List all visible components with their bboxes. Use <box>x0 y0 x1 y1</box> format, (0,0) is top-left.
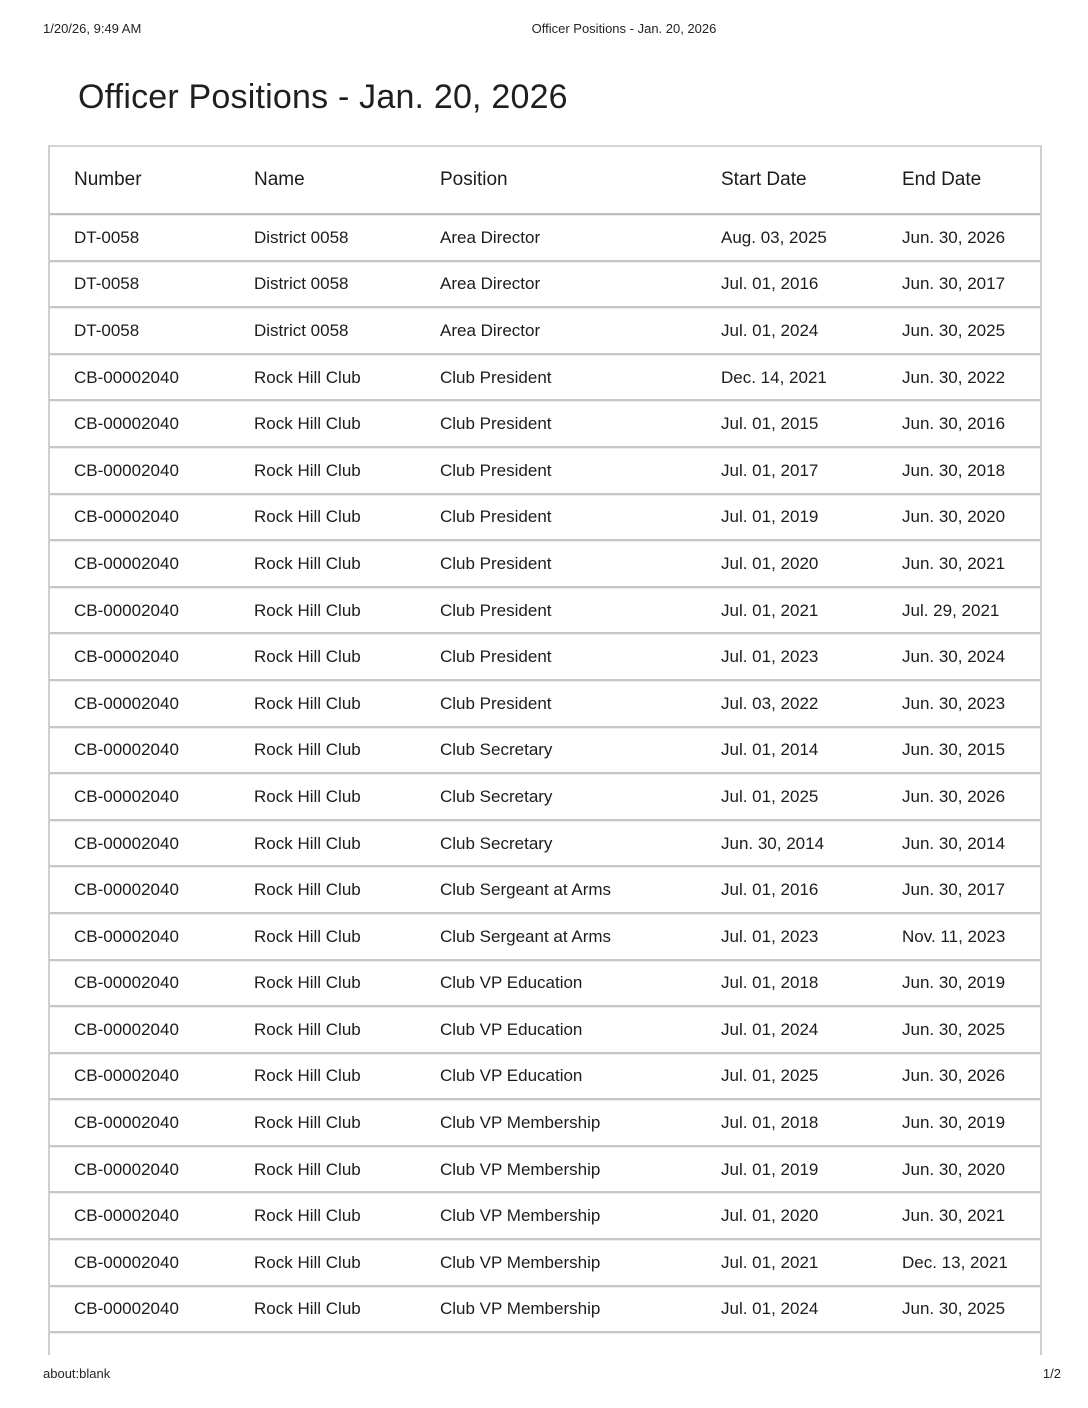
cell-name: District 0058 <box>254 308 440 355</box>
table-row <box>50 914 1040 961</box>
table-row <box>50 1054 1040 1101</box>
table-row <box>50 588 1040 635</box>
cell-end-date: Jun. 30, 2024 <box>902 634 1040 681</box>
cell-start-date: Jul. 03, 2022 <box>721 681 902 728</box>
cell-number: CB-00002040 <box>50 495 254 542</box>
cell-start-date: Jul. 01, 2017 <box>721 448 902 495</box>
cell-start-date: Jul. 01, 2021 <box>721 588 902 635</box>
cell-number: DT-0058 <box>50 262 254 309</box>
cell-position: Club Secretary <box>440 774 721 821</box>
print-header-datetime: 1/20/26, 9:49 AM <box>43 21 142 36</box>
cell-position: Club Sergeant at Arms <box>440 914 721 961</box>
cell-start-date: Jul. 01, 2024 <box>721 308 902 355</box>
cell-name: Rock Hill Club <box>254 634 440 681</box>
cell-end-date: Jun. 30, 2014 <box>902 821 1040 868</box>
cell-name: Rock Hill Club <box>254 681 440 728</box>
table-row <box>50 448 1040 495</box>
table-row <box>50 1100 1040 1147</box>
table-row <box>50 495 1040 542</box>
cell-position: Club President <box>440 495 721 542</box>
column-header-start-date: Start Date <box>721 147 902 215</box>
cell-end-date: Jun. 30, 2025 <box>902 1007 1040 1054</box>
cell-start-date: Jul. 01, 2016 <box>721 262 902 309</box>
table-row <box>50 681 1040 728</box>
cell-name: Rock Hill Club <box>254 448 440 495</box>
table-row <box>50 1147 1040 1194</box>
cell-start-date: Jul. 01, 2025 <box>721 1054 902 1101</box>
cell-number: CB-00002040 <box>50 867 254 914</box>
cell-start-date: Dec. 14, 2021 <box>721 355 902 402</box>
cell-position: Club VP Membership <box>440 1287 721 1334</box>
table-row <box>50 1007 1040 1054</box>
cell-position: Club VP Membership <box>440 1240 721 1287</box>
cell-number: CB-00002040 <box>50 774 254 821</box>
print-header-doc-title: Officer Positions - Jan. 20, 2026 <box>531 21 717 36</box>
cell-name: Rock Hill Club <box>254 867 440 914</box>
cell-name: Rock Hill Club <box>254 1007 440 1054</box>
table-header-row <box>50 147 1040 215</box>
cell-name: Rock Hill Club <box>254 728 440 775</box>
cell-position: Club President <box>440 541 721 588</box>
cell-start-date: Jul. 01, 2016 <box>721 867 902 914</box>
cell-end-date: Jun. 30, 2021 <box>902 1193 1040 1240</box>
cell-position: Club VP Education <box>440 1007 721 1054</box>
table-row <box>50 541 1040 588</box>
column-header-name: Name <box>254 147 440 215</box>
table-row <box>50 728 1040 775</box>
table-row <box>50 1240 1040 1287</box>
cell-start-date: Jul. 01, 2018 <box>721 961 902 1008</box>
cell-number: CB-00002040 <box>50 401 254 448</box>
cell-number: CB-00002040 <box>50 728 254 775</box>
cell-end-date: Jul. 29, 2021 <box>902 588 1040 635</box>
cell-start-date: Jul. 01, 2015 <box>721 401 902 448</box>
cell-name: Rock Hill Club <box>254 1100 440 1147</box>
cell-name: Rock Hill Club <box>254 401 440 448</box>
cell-number: CB-00002040 <box>50 1287 254 1334</box>
table-row <box>50 774 1040 821</box>
print-footer-page-indicator: 1/2 <box>1042 1366 1061 1381</box>
cell-number: CB-00002040 <box>50 541 254 588</box>
cell-start-date: Jul. 01, 2018 <box>721 1100 902 1147</box>
table-row <box>50 867 1040 914</box>
cell-end-date: Jun. 30, 2022 <box>902 355 1040 402</box>
cell-start-date: Jul. 01, 2019 <box>721 1147 902 1194</box>
cell-start-date: Jul. 01, 2020 <box>721 541 902 588</box>
cell-position: Club VP Membership <box>440 1193 721 1240</box>
table-row <box>50 262 1040 309</box>
cell-start-date: Jul. 01, 2014 <box>721 728 902 775</box>
cell-end-date: Jun. 30, 2019 <box>902 1100 1040 1147</box>
cell-name: Rock Hill Club <box>254 1193 440 1240</box>
cell-name: Rock Hill Club <box>254 1147 440 1194</box>
cell-position: Club VP Membership <box>440 1147 721 1194</box>
cell-start-date: Jul. 01, 2019 <box>721 495 902 542</box>
cell-end-date: Jun. 30, 2020 <box>902 495 1040 542</box>
cell-end-date: Jun. 30, 2025 <box>902 1287 1040 1334</box>
cell-name: Rock Hill Club <box>254 588 440 635</box>
cell-name: Rock Hill Club <box>254 961 440 1008</box>
cell-position: Area Director <box>440 262 721 309</box>
cell-number: CB-00002040 <box>50 1054 254 1101</box>
cell-name: Rock Hill Club <box>254 541 440 588</box>
cell-number: CB-00002040 <box>50 355 254 402</box>
cell-number: CB-00002040 <box>50 1147 254 1194</box>
cell-start-date: Jul. 01, 2021 <box>721 1240 902 1287</box>
table-row <box>50 401 1040 448</box>
cell-number: CB-00002040 <box>50 914 254 961</box>
cell-start-date: Jul. 01, 2023 <box>721 914 902 961</box>
table-row <box>50 308 1040 355</box>
cell-position: Club President <box>440 634 721 681</box>
cell-start-date: Jul. 01, 2024 <box>721 1007 902 1054</box>
cell-position: Club President <box>440 588 721 635</box>
cell-name: Rock Hill Club <box>254 1054 440 1101</box>
cell-name: Rock Hill Club <box>254 914 440 961</box>
cell-start-date: Jul. 01, 2025 <box>721 774 902 821</box>
cell-number: CB-00002040 <box>50 681 254 728</box>
cell-end-date: Jun. 30, 2018 <box>902 448 1040 495</box>
cell-position: Club President <box>440 401 721 448</box>
table-row <box>50 355 1040 402</box>
column-header-position: Position <box>440 147 721 215</box>
cell-number: CB-00002040 <box>50 588 254 635</box>
cell-name: District 0058 <box>254 215 440 262</box>
cell-start-date: Jun. 30, 2014 <box>721 821 902 868</box>
print-footer-source: about:blank <box>43 1366 111 1381</box>
cell-end-date: Jun. 30, 2025 <box>902 308 1040 355</box>
cell-name: District 0058 <box>254 262 440 309</box>
cell-end-date: Jun. 30, 2019 <box>902 961 1040 1008</box>
cell-name: Rock Hill Club <box>254 355 440 402</box>
cell-end-date: Dec. 13, 2021 <box>902 1240 1040 1287</box>
cell-end-date: Jun. 30, 2021 <box>902 541 1040 588</box>
table-row <box>50 961 1040 1008</box>
cell-number: CB-00002040 <box>50 448 254 495</box>
table-row <box>50 634 1040 681</box>
cell-number: CB-00002040 <box>50 1193 254 1240</box>
cell-number: CB-00002040 <box>50 821 254 868</box>
cell-name: Rock Hill Club <box>254 1287 440 1334</box>
table-row <box>50 215 1040 262</box>
cell-position: Club Secretary <box>440 728 721 775</box>
cell-end-date: Nov. 11, 2023 <box>902 914 1040 961</box>
cell-position: Club President <box>440 355 721 402</box>
cell-position: Area Director <box>440 308 721 355</box>
page-title: Officer Positions - Jan. 20, 2026 <box>78 78 568 116</box>
cell-number: DT-0058 <box>50 215 254 262</box>
cell-number: CB-00002040 <box>50 634 254 681</box>
cell-position: Club VP Membership <box>440 1100 721 1147</box>
cell-number: CB-00002040 <box>50 1240 254 1287</box>
cell-end-date: Jun. 30, 2020 <box>902 1147 1040 1194</box>
cell-position: Club VP Education <box>440 1054 721 1101</box>
cell-position: Club Secretary <box>440 821 721 868</box>
cell-start-date: Jul. 01, 2024 <box>721 1287 902 1334</box>
table-row-clipped <box>50 1333 1040 1355</box>
column-header-number: Number <box>50 147 254 215</box>
cell-position: Club Sergeant at Arms <box>440 867 721 914</box>
cell-position: Club President <box>440 681 721 728</box>
cell-end-date: Jun. 30, 2023 <box>902 681 1040 728</box>
officer-table-container <box>48 145 1042 1355</box>
cell-number: CB-00002040 <box>50 1007 254 1054</box>
cell-end-date: Jun. 30, 2026 <box>902 1054 1040 1101</box>
cell-end-date: Jun. 30, 2026 <box>902 215 1040 262</box>
cell-number: CB-00002040 <box>50 961 254 1008</box>
cell-number: CB-00002040 <box>50 1100 254 1147</box>
cell-start-date: Aug. 03, 2025 <box>721 215 902 262</box>
cell-name: Rock Hill Club <box>254 821 440 868</box>
cell-end-date: Jun. 30, 2017 <box>902 867 1040 914</box>
cell-number: DT-0058 <box>50 308 254 355</box>
cell-end-date: Jun. 30, 2015 <box>902 728 1040 775</box>
cell-name: Rock Hill Club <box>254 1240 440 1287</box>
cell-position: Area Director <box>440 215 721 262</box>
cell-name: Rock Hill Club <box>254 495 440 542</box>
table-row <box>50 1193 1040 1240</box>
column-header-end-date: End Date <box>902 147 1040 215</box>
table-row <box>50 1287 1040 1334</box>
cell-position: Club President <box>440 448 721 495</box>
cell-end-date: Jun. 30, 2016 <box>902 401 1040 448</box>
cell-position: Club VP Education <box>440 961 721 1008</box>
cell-end-date: Jun. 30, 2026 <box>902 774 1040 821</box>
cell-name: Rock Hill Club <box>254 774 440 821</box>
cell-end-date: Jun. 30, 2017 <box>902 262 1040 309</box>
table-row <box>50 821 1040 868</box>
officer-positions-table <box>48 145 1042 1355</box>
cell-start-date: Jul. 01, 2020 <box>721 1193 902 1240</box>
cell-start-date: Jul. 01, 2023 <box>721 634 902 681</box>
